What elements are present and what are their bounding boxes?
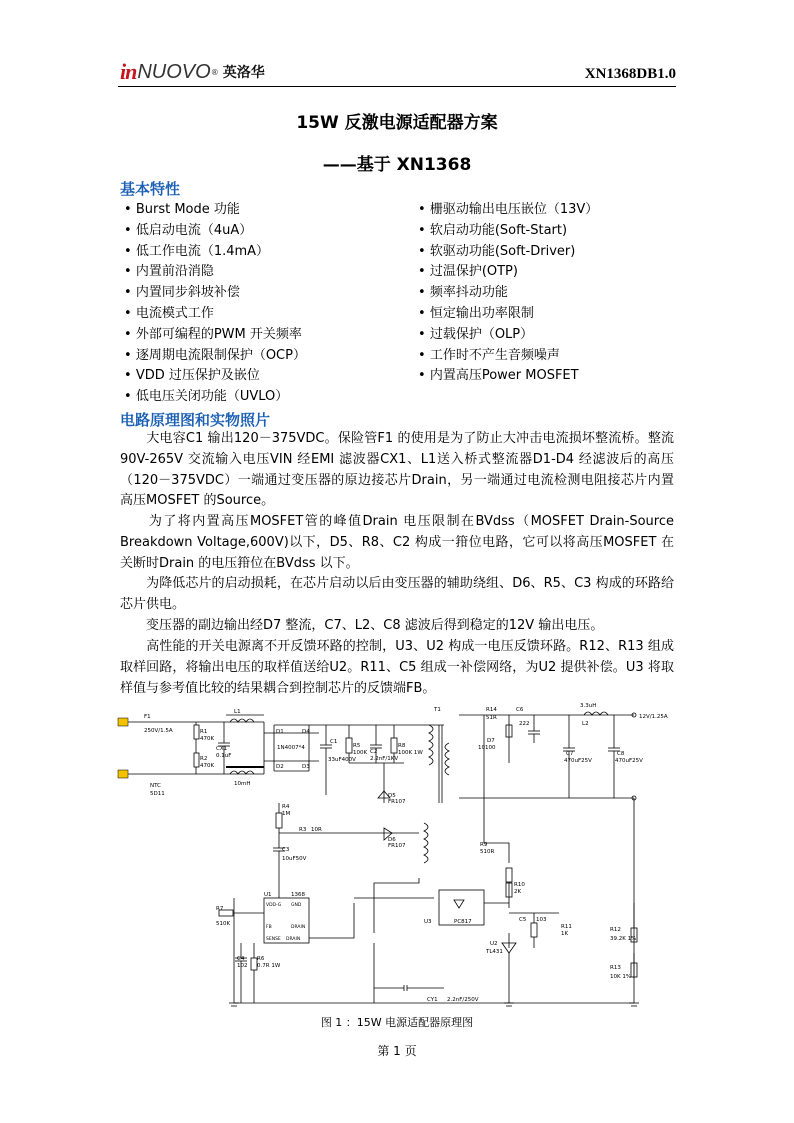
label-r8: R8 [398,743,406,749]
label-d4: D4 [302,729,310,735]
schematic-diagram [114,703,670,1009]
label-r14-value: 51R [486,715,497,721]
header-divider [118,86,676,87]
feature-item: • 软驱动功能(Soft-Driver) [418,242,598,263]
label-r13-value: 10K 1% [610,974,632,980]
paragraph: 变压器的副边输出经D7 整流，C7、L2、C8 滤波后得到稳定的12V 输出电压。 [120,618,604,633]
label-ntc: NTC [150,783,161,789]
label-d3: D3 [302,764,310,770]
label-r11: R11 [561,924,572,930]
feature-item: • 过载保护（OLP） [418,325,598,346]
feature-item: • 外部可编程的PWM 开关频率 [124,325,306,346]
label-r14: R14 [486,707,497,713]
label-d5: D5 [388,793,396,799]
document-subtitle: ——基于 XN1368 [322,155,472,175]
label-r3: R3 [299,827,307,833]
label-f1-value: 250V/1.5A [144,728,173,734]
label-l1: L1 [234,709,241,715]
label-r1: R1 [200,729,208,735]
label-c6: C6 [516,707,524,713]
feature-item: • 低工作电流（1.4mA） [124,242,306,263]
label-d6-value: FR107 [388,843,406,849]
feature-item: • 内置前沿消隐 [124,262,306,283]
pin-vdd: VDD-G [266,903,282,908]
logo-wordmark: NUOVO [137,60,211,83]
label-c1-value: 33uF400V [328,757,356,763]
label-r11-value: 1K [561,931,569,937]
feature-item: • 低电压关闭功能（UVLO） [124,387,306,408]
pin-drain: DRAIN [291,925,306,930]
label-r9-value: 510R [480,849,495,855]
label-c8-value: 470uF25V [615,758,643,764]
label-r7-value: 510K [216,921,231,927]
label-l2-value: 3.3uH [580,703,597,709]
label-r9: R9 [480,842,488,848]
pin-fb: FB [266,925,272,930]
ac-input-terminals [118,718,128,778]
label-c7: C7 [566,751,574,757]
feature-item: • 恒定输出功率限制 [418,304,598,325]
label-c2: C2 [370,749,378,755]
feature-item: • 工作时不产生音频噪声 [418,346,598,367]
paragraph: 为降低芯片的启动损耗，在芯片启动以后由变压器的辅助绕组、D6、R5、C3 构成的环路给芯片供电。 [120,576,674,612]
label-c6-value: 222 [519,721,530,727]
label-cy1-value: 2.2nF/250V [447,997,479,1003]
label-c2-value: 2.2nF/1KV [370,756,399,762]
feature-item: • 电流模式工作 [124,304,306,325]
logo-chinese-name: 英洛华 [222,65,265,81]
pin-sense: SENSE [266,937,281,942]
features-heading: 基本特性 [120,180,181,198]
features-list-left [124,200,306,408]
label-r7: R7 [216,906,224,912]
label-d7: D7 [487,738,495,744]
label-ntc-value: 5D11 [150,791,165,797]
label-u1: U1 [264,892,272,898]
label-d1: D1 [276,729,284,735]
label-c4-value: 102 [237,963,248,969]
label-cy1: CY1 [427,997,438,1003]
feature-item: • 内置同步斜坡补偿 [124,283,306,304]
label-r3-value: 10R [311,827,322,833]
label-r4: R4 [282,804,290,810]
label-t1: T1 [434,707,441,713]
feature-item: • 软启动功能(Soft-Start) [418,221,598,242]
label-d5-value: FR107 [388,799,406,805]
paragraph: 为了将内置高压MOSFET管的峰值Drain 电压限制在BVdss（MOSFET Drain-Source Breakdown Voltage,600V)以下，D5、R8、C2 构成一箝位电路，它可以将高压MOSFET 在关断时Drain 的电压箝位在BVdss 以下。 [120,514,674,571]
document-id: XN1368DB1.0 [584,66,676,82]
label-r4-value: 1M [282,811,291,817]
label-u3-part: PC817 [454,919,472,925]
label-d2: D2 [276,764,284,770]
label-c1: C1 [330,739,338,745]
company-logo [120,60,265,84]
label-r12: R12 [610,927,621,933]
label-r2: R2 [200,756,208,762]
label-r6: R6 [257,956,265,962]
label-d7-value: 10100 [478,745,496,751]
label-r12-value: 39.2K 1% [610,936,637,942]
registered-mark: ® [210,67,219,77]
label-c7-value: 470uF25V [564,758,592,764]
label-u1-part: 1368 [291,892,305,898]
paragraph: 大电容C1 输出120－375VDC。保险管F1 的使用是为了防止大冲击电流损坏整流桥。整流90V-265V 交流输入电压VIN 经EMI 滤波器CX1、L1送入桥式整流器D1-D4 经滤波后的高压（120－375VDC）一端通过变压器的原边接芯片Drain，另一端通过电流检测电阻接芯片内置高压MOSFET 的Source。 [120,431,674,509]
pin-drain2: DRAIN [286,937,301,942]
label-r13: R13 [610,965,621,971]
label-r5: R5 [353,743,361,749]
label-r5-value: 100K [353,750,368,756]
label-c3-value: 10uF50V [282,856,307,862]
label-f1: F1 [144,714,151,720]
label-output: 12V/1.25A [639,714,668,720]
label-r6-value: 0.7R 1W [257,963,281,969]
figure-caption: 图 1 ：15W 电源适配器原理图 [320,1016,474,1029]
label-r10-value: 2K [514,889,522,895]
label-c3: C3 [282,847,290,853]
document-title: 15W 反激电源适配器方案 [296,113,498,133]
label-c5-value: 103 [536,917,547,923]
pin-gnd: GND [291,903,302,908]
label-cx1-value: 0.1uF [216,753,232,759]
label-c5: C5 [519,917,527,923]
label-l2: L2 [582,721,589,727]
label-l1-value: 10mH [234,781,251,787]
label-r8-value: 100K 1W [398,750,423,756]
label-c8: C8 [617,751,625,757]
label-cx1: CX1 [216,746,228,752]
label-c4: C4 [237,956,245,962]
label-r2-value: 470K [200,763,215,769]
page-number: 第 1 页 [377,1044,417,1058]
label-r1-value: 470K [200,736,215,742]
label-d6: D6 [388,837,396,843]
feature-item: • 低启动电流（4uA） [124,221,306,242]
feature-item: • VDD 过压保护及嵌位 [124,366,306,387]
feature-item: • 逐周期电流限制保护（OCP） [124,346,306,367]
paragraph: 高性能的开关电源离不开反馈环路的控制，U3、U2 构成一电压反馈环路。R12、R13 组成取样回路，将输出电压的取样值送给U2。R11、C5 组成一补偿网络，为U2 提供补偿。U3 将取样值与参考值比较的结果耦合到控制芯片的反馈端FB。 [120,639,674,696]
label-u3: U3 [424,919,432,925]
logo-in-mark: in [120,59,137,84]
features-list-right [418,200,598,387]
feature-item: • 过温保护(OTP) [418,262,598,283]
feature-item: • 栅驱动输出电压嵌位（13V） [418,200,598,221]
feature-item: • 内置高压Power MOSFET [418,366,598,387]
label-diodes-value: 1N4007*4 [277,745,305,751]
label-r10: R10 [514,882,525,888]
circuit-heading: 电路原理图和实物照片 [120,411,271,429]
label-u2-part: TL431 [486,949,503,955]
feature-item: • 频率抖动功能 [418,283,598,304]
label-u2: U2 [490,941,498,947]
feature-item: • Burst Mode 功能 [124,200,306,221]
